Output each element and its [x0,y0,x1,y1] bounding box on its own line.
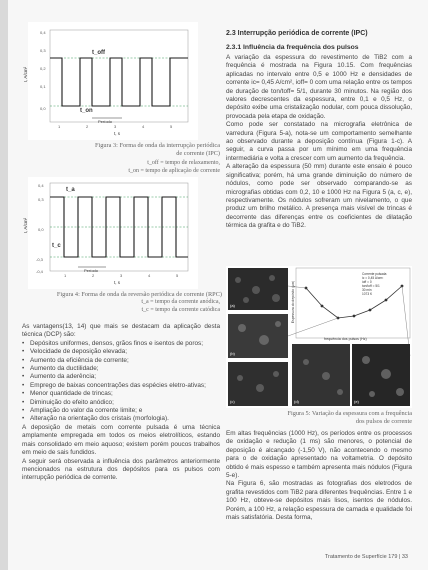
figure-3-chart [23,22,198,140]
list-item: • Ampliação do valor da corrente limite; e [22,407,220,415]
page-footer: Tratamento de Superfície 179 | 33 [324,554,408,560]
left-margin-stripe [0,0,8,570]
svg-text:5: 5 [170,124,173,129]
svg-text:0,1: 0,1 [40,84,46,89]
figure-3-caption: Figura 3: Forma de onda da interrupção periódica de corrente (IPC) [94,142,220,157]
figure-3-ton-label: t_on [80,108,93,114]
figure-4-xlabel: t, s [114,280,121,285]
figure-4-legend-line-1: t_a = tempo da corrente anódica, [141,299,220,305]
subsection-heading: 2.3.1 Influência da frequência dos pulsos [226,44,359,51]
left-paragraph-2: A seguir será observada a influência dos parâmetros anteriormente mencionados na estrutura dos depósitos para os pulsos com interrupção periódica de corrente. [22,457,220,482]
figure-4-legend-line-2: t_c = tempo da corrente catódica [141,307,220,313]
left-column-text [22,323,220,483]
right-column-text-top [226,54,412,231]
svg-text:0,4: 0,4 [40,30,46,35]
figure-4-svg [28,177,198,289]
figure-3-toff-label: t_off [92,50,105,56]
figure-3-period-label: Período [98,119,113,124]
svg-text:0,3: 0,3 [40,48,46,53]
list-item: • Aumento da ductilidade; [22,365,220,373]
figure-4-chart [23,177,198,289]
figure-3-legend-line-1: t_off = tempo de relaxamento, [147,160,220,166]
figure-5-label-e: (e) [354,399,359,404]
list-item: • Menor quantidade de trincas; [22,390,220,398]
svg-text:4: 4 [142,124,145,129]
figure-5-legend-3: ton/toff = 5/1 [362,284,380,288]
list-item: • Aumento da aderência; [22,373,220,381]
section-heading: 2.3 Interrupção periódica de corrente (IPC) [226,30,368,37]
figure-5-legend-0: Corrente pulsada [362,272,387,276]
svg-text:4: 4 [148,273,151,278]
right-column-text-bottom [226,430,412,522]
right-paragraph-1: A variação da espessura do revestimento de TiB2 com a frequência é mostrada na Figura 10.15. Com frequências aplicadas no intervalo entre 0,5 e 1000 Hz e densidades de corrente ic= 0,45 A/cm², ioff= 0 com uma relação entre os tempos de duração de ton/toff= 5/1, durante 30 minutos. Na região dos valores decrescentes da espessura, entre 0,1 e 0,5 Hz, o depósito exibe uma cristalização nodular, com pouca dissolução, provocada pela etapa de oxidação. [226,54,412,120]
figure-4-ylabel: I, A/cm² [23,217,29,234]
svg-text:0,0: 0,0 [38,227,44,232]
svg-text:0,4: 0,4 [38,183,44,188]
figure-5-composite [226,266,412,408]
figure-3-legend-line-2: t_on = tempo de aplicação de corrente [128,168,220,174]
figure-4-caption: Figura 4: Forma de onda da reversão periódica de corrente (RPC) [56,291,222,298]
svg-text:3: 3 [120,273,123,278]
svg-text:1: 1 [58,124,61,129]
list-item: • Diminuição do efeito anódico; [22,399,220,407]
svg-text:2: 2 [86,124,89,129]
list-item: • Alteração na orientação dos cristais (morfologia). [22,415,220,423]
svg-text:1: 1 [64,273,67,278]
svg-text:-0,4: -0,4 [36,269,43,274]
right-paragraph-5: Na Figura 6, são mostradas as fotografias dos eletrodos de grafita revestidos com TiB2 para diferentes frequências. Entre 1 e 100 Hz, obteve-se depósitos mais lisos, isentos de nódulos. Porém, a 100 Hz, a relação espessura de camada e qualidade foi mais satisfatória. Desta forma, [226,480,412,522]
figure-3-svg [28,22,198,140]
svg-text:2: 2 [92,273,95,278]
figure-5-legend-4: 30 min [362,288,372,292]
right-paragraph-3: A alteração da espessura (50 mm) durante este ensaio é pouco significativa; porém, há uma grande diminuição do número de nódulos, como pode ser observado comparando-se as micrografias obtidas com 0,2, 10 e 1000 Hz na Figura 5 (a, c, e), respectivamente. Os nódulos sofreram um nivelamento, o que produz um brilho metálico. A presença mais visível de trincas é decorrente das diferenças entre os coeficientes de dilatação térmica da grafita e do TiB2. [226,163,412,230]
right-paragraph-2: Como pode ser constatado na micrografia eletrônica de varredura (Figura 5-a), nota-se um comportamento semelhante ao observado durante a deposição contínua (Figura 1-c). A seguir, a curva passa por um mínimo em uma frequência intermediária e volta a crescer com um aumento da frequência. [226,121,412,162]
figure-3-xlabel: t, s [114,131,121,136]
figure-5-caption: Figura 5: Variação da espessura com a frequência dos pulsos de corrente [287,410,412,425]
figure-5-label-b: (b) [230,351,235,356]
figure-3-ylabel: I, A/cm² [23,66,29,83]
figure-5-label-d: (d) [294,399,299,404]
list-item: • Velocidade de deposição elevada; [22,348,220,356]
svg-text:0,0: 0,0 [40,106,46,111]
figure-5-xlabel: frequência dos pulsos (Hz) [324,337,367,341]
list-item: • Aumento da eficiência de corrente; [22,357,220,365]
svg-text:0,2: 0,2 [40,66,46,71]
list-item: • Depósitos uniformes, densos, grãos finos e isentos de poros; [22,340,220,348]
figure-4-period-label: Período [84,268,99,273]
figure-5-legend-2: ioff = 0 [362,280,372,284]
svg-text:5: 5 [176,273,179,278]
figure-5-ylabel: Espessura do depósito (µm) [291,280,296,324]
right-paragraph-4: Em altas frequências (1000 Hz), os períodos entre os processos de oxidação e redução (1 ms) são menores, o potencial de deposição é alcançado (-1,50 V), não acontecendo o mesmo para o de oxidação apresentado na voltametria. O depósito obtido é mais espesso e também apresenta mais nódulos (Figura 5-e). [226,430,412,480]
figure-5-svg [226,266,412,408]
svg-text:3: 3 [114,124,117,129]
figure-4-tc-label: t_c [52,243,61,249]
figure-5-label-c: (c) [230,399,235,404]
figure-5-label-a: (a) [230,303,235,308]
figure-5-legend-5: 1073 K [362,292,373,296]
left-paragraph-1: A deposição de metais com corrente pulsada é uma técnica amplamente empregada em todos os meios eletrolíticos, estando mais consolidado em meio aquoso; existem porém poucos trabalhos em meio de sais fundidos. [22,423,220,457]
list-item: • Emprego de baixas concentrações das espécies eletro-ativas; [22,382,220,390]
figure-4-ta-label: t_a [66,187,75,193]
svg-text:0,3: 0,3 [38,197,44,202]
svg-text:-0,3: -0,3 [36,257,43,262]
advantages-intro: As vantagens(13, 14) que mais se destacam da aplicação desta técnica (DCP) são: [22,323,220,339]
figure-5-legend-1: ic = 0,45 A/cm² [362,276,384,280]
advantages-list [22,340,220,424]
